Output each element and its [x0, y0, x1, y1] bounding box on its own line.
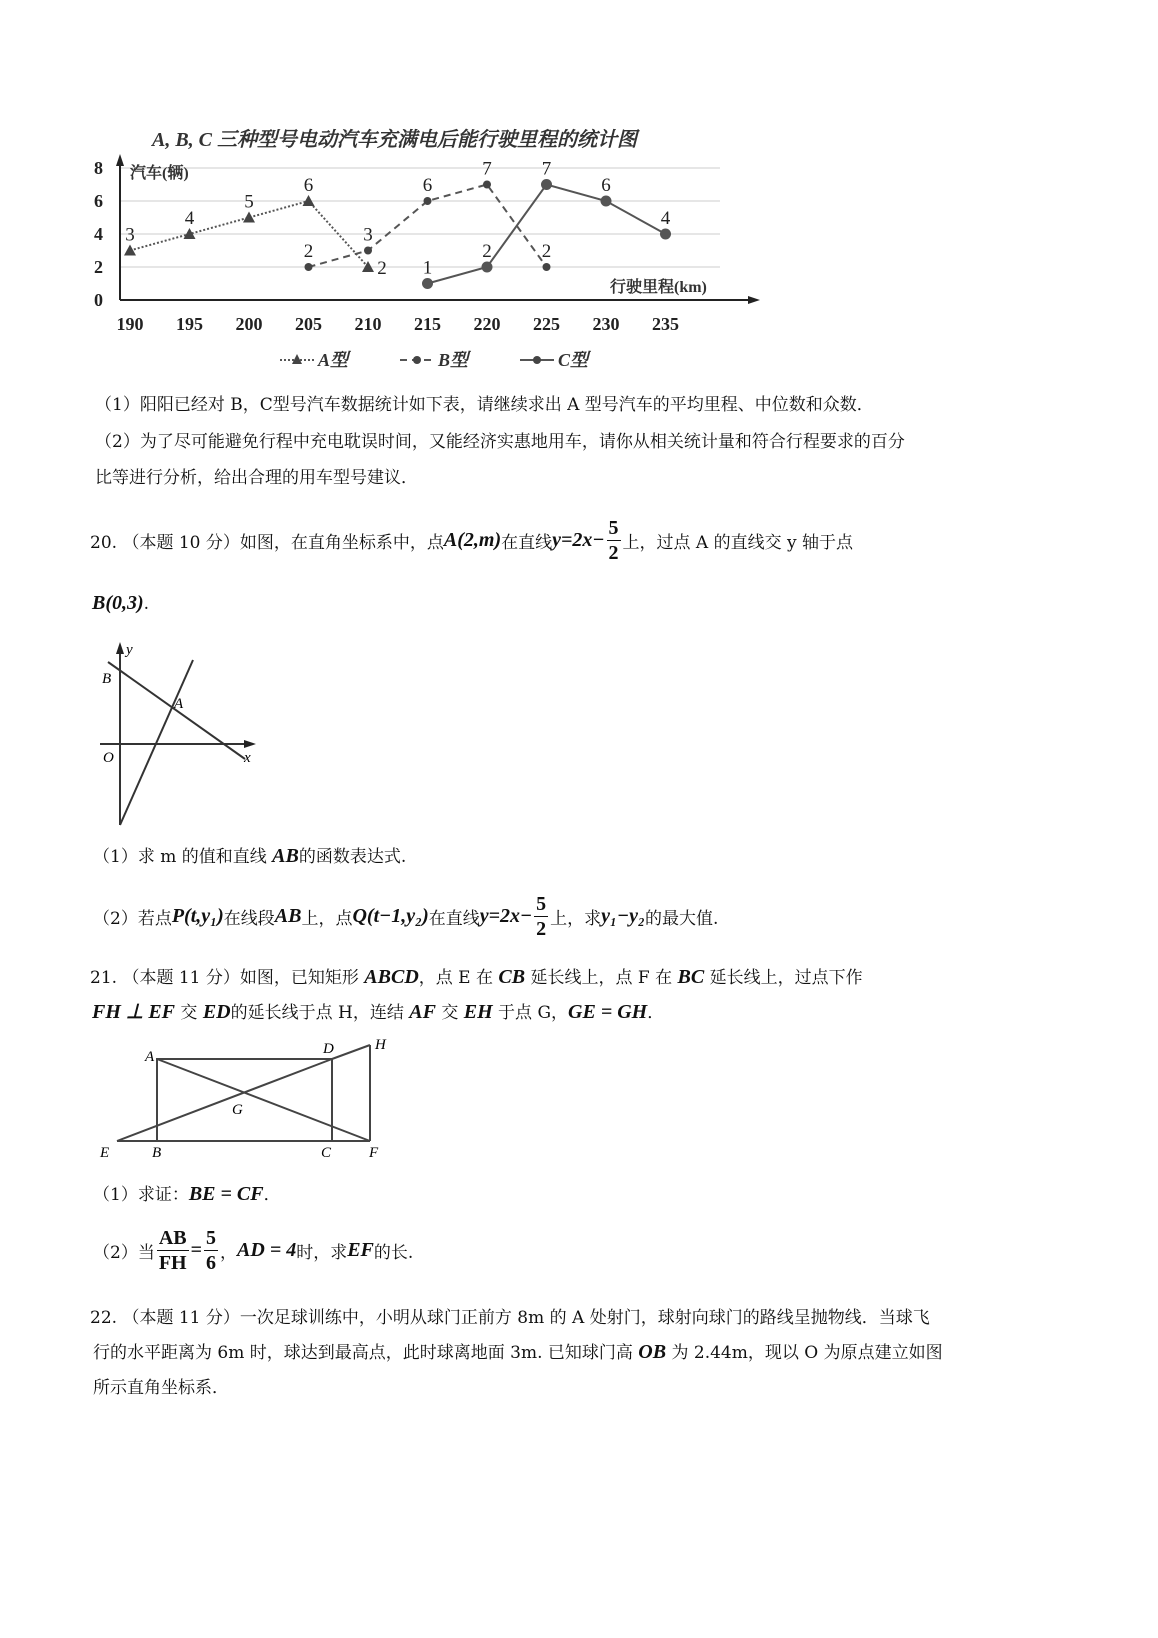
- line-equation: y=2x−: [479, 904, 533, 927]
- x-tick-label: 225: [533, 314, 560, 334]
- ge-eq-gh: GE = GH: [568, 1001, 648, 1023]
- q20-intro-a: 20. （本题 10 分）如图，在直角坐标系中，点: [90, 532, 444, 553]
- x-tick-label: 190: [116, 314, 144, 334]
- ef: EF: [347, 1238, 374, 1261]
- x-axis-arrow: [244, 740, 256, 748]
- ad-eq-4: AD = 4: [237, 1238, 297, 1261]
- x-axis-arrow: [748, 296, 760, 304]
- ob: OB: [638, 1341, 667, 1363]
- frac-den: 2: [608, 541, 619, 564]
- q20-intro-c: 上，过点 A 的直线交 y 轴于点: [622, 532, 854, 553]
- q20-intro: [90, 512, 853, 568]
- data-label: 6: [601, 175, 611, 196]
- x-tick-label: 200: [235, 314, 263, 334]
- q21-l2-a: 交: [175, 1003, 203, 1023]
- label-f: F: [369, 1145, 379, 1160]
- ed: ED: [202, 1001, 231, 1023]
- data-point-diamond: [424, 197, 432, 205]
- x-tick-label: 220: [473, 314, 501, 334]
- q21-part1: [93, 1180, 281, 1206]
- q19-part2-line1: （2）为了尽可能避免行程中充电耽误时间，又能经济实惠地用车，请你从相关统计量和符合行程要求的百分: [95, 432, 905, 452]
- q21-s2-b: ，: [220, 1242, 238, 1263]
- q21-l1-d: 延长线上，过点下作: [704, 968, 863, 988]
- data-label: 2: [303, 241, 314, 262]
- point-a: A(2,m): [443, 528, 502, 551]
- rectangle-abcd: [157, 1059, 332, 1141]
- data-label: 1: [422, 257, 433, 279]
- data-label: 4: [184, 208, 195, 229]
- data-label: 3: [125, 224, 135, 246]
- legend-label: A型: [318, 350, 349, 370]
- label-d: D: [323, 1041, 334, 1057]
- frac-num: 5: [536, 892, 547, 915]
- label-b: B: [102, 671, 112, 687]
- chart-title: A, B, C 三种型号电动汽车充满电后能行驶里程的统计图: [152, 129, 638, 151]
- data-label: 2: [541, 241, 552, 262]
- line-chart: [80, 120, 780, 380]
- q22-line1: 22. （本题 11 分）一次足球训练中，小明从球门正前方 8m 的 A 处射门，球射向球门的路线呈抛物线．当球飞: [90, 1308, 930, 1328]
- data-label: 5: [244, 191, 254, 213]
- q20-part1: [93, 842, 406, 868]
- q20-s2-c: 上，点: [301, 908, 353, 929]
- data-point-circle: [422, 278, 433, 289]
- x-tick-label: 215: [414, 314, 441, 334]
- abcd: ABCD: [364, 966, 419, 988]
- point-p: P(t,y₁): [171, 904, 224, 927]
- y-axis-arrow: [116, 642, 124, 654]
- q21-line2: [92, 998, 664, 1024]
- line-equation: y=2x−: [552, 528, 605, 551]
- q19-part2-line2: 比等进行分析，给出合理的用车型号建议．: [95, 468, 418, 488]
- data-label: 2: [377, 258, 387, 279]
- fraction-five-halves: [607, 516, 621, 565]
- label-g: G: [232, 1102, 243, 1118]
- data-label: 2: [482, 241, 492, 262]
- y-tick-label: 0: [94, 290, 103, 310]
- x-tick-label: 230: [592, 314, 620, 334]
- frac-num: 5: [206, 1226, 217, 1249]
- label-y: y: [126, 642, 133, 658]
- data-point-circle: [541, 179, 552, 190]
- data-point-diamond: [483, 181, 491, 189]
- q20-s1-a: （1）求 m 的值和直线: [93, 847, 273, 867]
- af: AF: [409, 1001, 436, 1023]
- q21-s2-c: 时，求: [296, 1242, 348, 1263]
- data-point-circle: [660, 229, 671, 240]
- q21-rectangle-figure: [95, 1035, 405, 1160]
- frac-num: AB: [158, 1226, 187, 1249]
- label-x: x: [244, 750, 251, 766]
- equals: =: [190, 1238, 203, 1261]
- data-point-diamond: [543, 263, 551, 271]
- label-o: O: [103, 750, 114, 766]
- y-tick-label: 2: [94, 257, 103, 277]
- data-point-diamond: [364, 247, 372, 255]
- cb: CB: [498, 966, 526, 988]
- x-tick-label: 205: [295, 314, 322, 334]
- data-label: 7: [541, 158, 552, 180]
- q21-l2-d: 于点 G，: [492, 1003, 569, 1023]
- q22-line2: [93, 1338, 943, 1364]
- x-axis-label: 行驶里程(km): [610, 279, 707, 296]
- point-b: B(0,3): [92, 592, 144, 614]
- q19-part1: （1）阳阳已经对 B，C型号汽车数据统计如下表，请继续求出 A 型号汽车的平均里程、中位数和众数．: [95, 395, 874, 415]
- data-label: 3: [363, 224, 373, 246]
- q22-line3: 所示直角坐标系．: [93, 1378, 229, 1398]
- segment-eh: [117, 1059, 332, 1141]
- q22-l2-b: 为 2.44m，现以 O 为原点建立如图: [666, 1343, 943, 1363]
- period: .: [143, 594, 150, 614]
- label-c: C: [321, 1145, 332, 1160]
- frac-den: 2: [536, 917, 547, 940]
- q21-s1-b: ．: [263, 1185, 281, 1205]
- eh: EH: [463, 1001, 493, 1023]
- q20-s2-d: 在直线: [428, 908, 480, 929]
- frac-num: 5: [608, 516, 619, 539]
- q20-s2-b: 在线段: [223, 908, 275, 929]
- y-tick-label: 8: [94, 158, 103, 178]
- y-axis-arrow: [116, 154, 124, 166]
- x-tick-label: 195: [176, 314, 203, 334]
- q21-line1: [90, 963, 863, 989]
- be-eq-cf: BE = CF: [188, 1183, 264, 1205]
- q20-point-b-line: [92, 592, 149, 615]
- q20-s1-b: 的函数表达式.: [298, 847, 407, 867]
- legend-marker: [413, 356, 421, 364]
- segment-af: [157, 1059, 370, 1141]
- fraction-five-sixths: [204, 1226, 218, 1275]
- q20-coordinate-figure: [90, 640, 270, 830]
- data-point-diamond: [305, 263, 313, 271]
- q21-part2: [93, 1222, 413, 1278]
- fraction-five-halves: [534, 892, 548, 941]
- q20-s2-a: （2）若点: [93, 908, 172, 929]
- fraction-ab-fh: [157, 1226, 189, 1275]
- q21-s1-a: （1）求证：: [93, 1185, 189, 1205]
- frac-den: 6: [206, 1251, 217, 1274]
- label-h: H: [375, 1037, 386, 1053]
- y-tick-label: 6: [94, 191, 103, 211]
- x-tick-label: 210: [354, 314, 382, 334]
- point-q: Q(t−1,y₂): [352, 904, 429, 927]
- data-point-triangle: [243, 212, 255, 223]
- bc: BC: [677, 966, 705, 988]
- q21-s2-d: 的长.: [373, 1242, 414, 1263]
- y-axis-label: 汽车(辆): [130, 165, 189, 182]
- q21-l1-a: 21. （本题 11 分）如图，已知矩形: [90, 968, 365, 988]
- x-tick-label: 235: [652, 314, 679, 334]
- segment-dh: [332, 1045, 370, 1059]
- data-label: 6: [303, 175, 314, 196]
- legend-marker: [533, 356, 541, 364]
- q21-l2-b: 的延长线于点 H，连结: [230, 1003, 410, 1023]
- y-tick-label: 4: [94, 224, 103, 244]
- frac-den: FH: [158, 1251, 187, 1274]
- legend-label: C型: [558, 350, 589, 370]
- label-a: A: [174, 696, 184, 712]
- ab: AB: [274, 904, 302, 927]
- q20-s2-f: 的最大值.: [645, 908, 719, 929]
- q21-l1-b: ，点 E 在: [418, 968, 499, 988]
- data-point-circle: [482, 262, 493, 273]
- data-label: 6: [422, 175, 433, 196]
- data-label: 4: [660, 208, 671, 229]
- y1-minus-y2: y₁−y₂: [601, 904, 645, 927]
- q21-l2-c: 交: [435, 1003, 464, 1023]
- label-a: A: [145, 1049, 155, 1065]
- label-b: B: [152, 1145, 162, 1160]
- q21-l1-c: 延长线上，点 F 在: [525, 968, 678, 988]
- line-y-2x: [120, 660, 193, 825]
- ab: AB: [272, 845, 299, 867]
- legend-label: B型: [438, 350, 469, 370]
- label-e: E: [100, 1145, 110, 1160]
- q22-l2-a: 行的水平距离为 6m 时，球达到最高点，此时球离地面 3m. 已知球门高: [93, 1343, 639, 1363]
- q20-part2: [93, 888, 718, 944]
- series-line-B型: [309, 185, 547, 268]
- data-label: 7: [482, 158, 492, 180]
- q21-s2-a: （2）当: [93, 1242, 155, 1263]
- q21-l2-e: ．: [647, 1003, 665, 1023]
- fh-perp-ef: FH ⊥ EF: [92, 1001, 175, 1023]
- data-point-circle: [601, 196, 612, 207]
- q20-s2-e: 上，求: [550, 908, 602, 929]
- q20-intro-b: 在直线: [501, 532, 553, 553]
